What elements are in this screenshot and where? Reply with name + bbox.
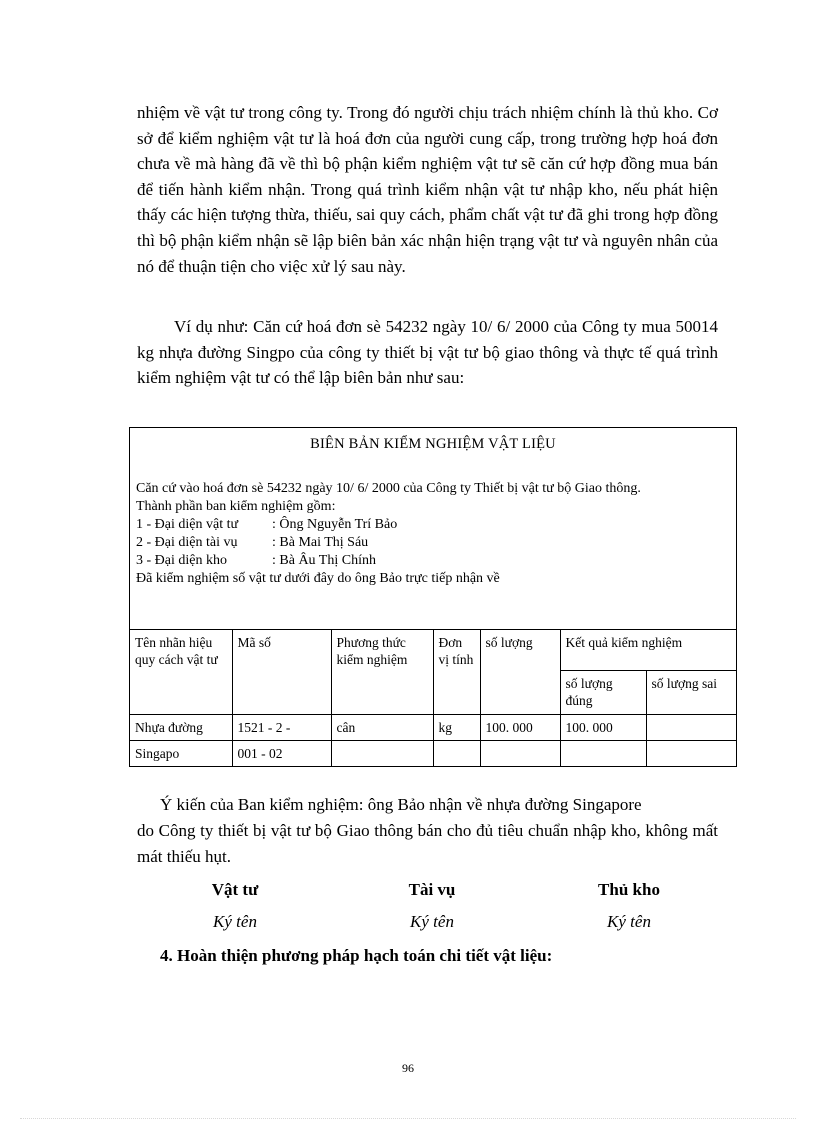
signature-lines (137, 912, 727, 932)
footer-divider (20, 1118, 796, 1119)
paragraph-example: Ví dụ như: Căn cứ hoá đơn sè 54232 ngày 10/ 6/ 2000 của Công ty mua 50014 kg nhựa đường Singpo của công ty thiết bị vật tư bộ giao thông và thực tế quá trình kiểm nghiệm vật tư có thể lập biên bản như sau: (137, 317, 718, 388)
page-number: 96 (402, 1061, 414, 1075)
report-basis: Căn cứ vào hoá đơn sè 54232 ngày 10/ 6/ 2000 của Công ty Thiết bị vật tư bộ Giao thông. (136, 481, 641, 496)
signature-title: Tài vụ (408, 880, 456, 899)
committee-intro: Thành phần ban kiểm nghiệm gồm: (136, 499, 336, 514)
section-heading: 4. Hoàn thiện phương pháp hạch toán chi tiết vật liệu: (160, 946, 553, 965)
table-header-row (130, 630, 736, 670)
report-details (136, 480, 730, 588)
signature-title: Thủ kho (598, 880, 660, 899)
signature-line: Ký tên (410, 912, 454, 931)
header-code: Mã số (232, 630, 331, 714)
committee-member: 1 - Đại diện vật tư : Ông Nguyễn Trí Bảo (136, 517, 398, 532)
committee-member: 2 - Đại diện tài vụ : Bà Mai Thị Sáu (136, 535, 369, 550)
committee-member: 3 - Đại diện kho : Bà Âu Thị Chính (136, 553, 376, 568)
inspection-table (130, 630, 736, 766)
opinion-continued: do Công ty thiết bị vật tư bộ Giao thông bán cho đủ tiêu chuẩn nhập kho, không mất mát thiếu hụt. (137, 821, 718, 866)
header-unit: Đơn vị tính (433, 630, 480, 714)
signature-line: Ký tên (607, 912, 651, 931)
opinion-first-line: Ý kiến của Ban kiểm nghiệm: ông Bảo nhận về nhựa đường Singapore (160, 795, 642, 814)
header-wrong: số lượng sai (646, 670, 736, 714)
signature-titles (137, 880, 727, 900)
inspection-report (129, 427, 737, 767)
paragraph-inspection-process: nhiệm về vật tư trong công ty. Trong đó người chịu trách nhiệm chính là thủ kho. Cơ sở để kiểm nghiệm vật tư là hoá đơn của người cung cấp, trong trường hợp hoá đơn chưa về mà hàng đã về thì bộ phận kiểm nghiệm vật tư sẽ căn cứ hợp đồng mua bán để tiến hành kiểm nhận. Trong quá trình kiểm nhận vật tư nhập kho, nếu phát hiện thấy các hiện tượng thừa, thiếu, sai quy cách, phẩm chất vật tư đã ghi trong hợp đồng thì bộ phận kiểm nhận sẽ lập biên bản xác nhận hiện trạng vật tư và nguyên nhân của nó để thuận tiện cho việc xử lý sau này. (137, 103, 718, 276)
header-result: Kết quả kiểm nghiệm (560, 630, 736, 670)
report-header (130, 428, 736, 630)
received-note: Đã kiểm nghiệm số vật tư dưới đây do ông Bảo trực tiếp nhận về (136, 571, 500, 586)
header-correct: số lượng đúng (560, 670, 646, 714)
header-item-name: Tên nhãn hiệu quy cách vật tư (130, 630, 232, 714)
table-row: Nhựa đường 1521 - 2 - cân kg 100. 000 100. 000 (130, 714, 736, 740)
header-quantity: số lượng (480, 630, 560, 714)
signature-line: Ký tên (213, 912, 257, 931)
report-title: BIÊN BẢN KIỂM NGHIỆM VẬT LIỆU (310, 436, 556, 452)
header-method: Phương thức kiểm nghiệm (331, 630, 433, 714)
signature-title: Vật tư (211, 880, 259, 899)
table-row: Singapo 001 - 02 (130, 740, 736, 766)
